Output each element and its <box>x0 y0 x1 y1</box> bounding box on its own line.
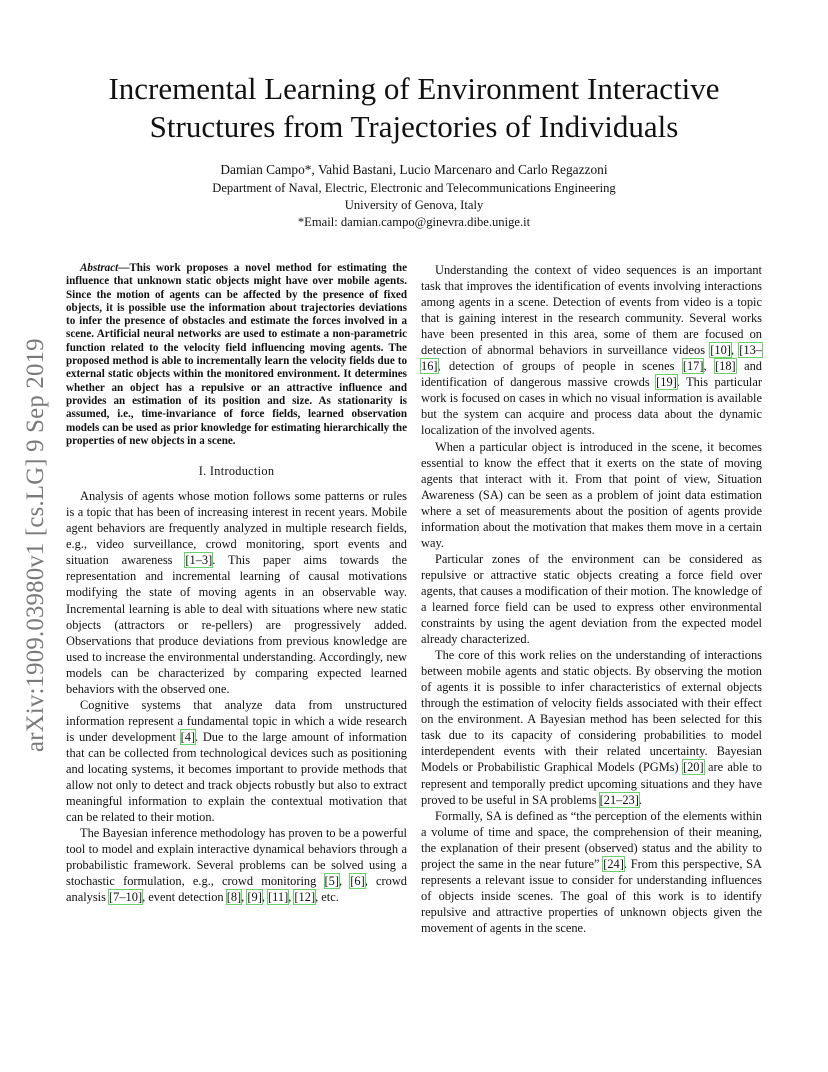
citation-link[interactable]: [9] <box>247 890 262 905</box>
right-column <box>421 262 762 936</box>
paragraph-text: The core of this work relies on the understanding of interactions between mobile agents and static objects. By observing the motion of agents it is possible to infer characteristics of external objects through the estimation of velocity fields associated with their effect on the environment. A Bayesian method has been selected for this task due to its capacity of considering probabilities to model interdependent events with their related uncertainty. Bayesian Models or Probabilistic Graphical Models (PGMs) <box>421 648 762 775</box>
paragraph-text: Particular zones of the environment can be considered as repulsive or attractive static objects creating a force field over agents, that causes a modification of their motion. The knowledge of a learned force field can be used to express other environmental constraints by using the agent deviation from the expected model already characterized. <box>421 551 762 647</box>
citation-link[interactable]: [24] <box>603 856 624 871</box>
paragraph-text: , detection of groups of people in scenes <box>437 359 683 374</box>
paragraph-text: . <box>638 792 642 807</box>
intro-paragraph-1 <box>66 488 407 697</box>
citation-link[interactable]: [5] <box>324 874 339 889</box>
author-list: Damian Campo*, Vahid Bastani, Lucio Marcenaro and Carlo Regazzoni <box>220 162 608 177</box>
intro-paragraph-8 <box>421 808 762 936</box>
abstract-text: —This work proposes a novel method for estimating the influence that unknown static objects might have over mobile agents. Since the motion of agents can be affected by the presence of fixed objects, it is possible use the information about trajectories deviations to infer the presence of obstacles and estimate the forces involved in a scene. Artificial neural networks are used to estimate a non-parametric function related to the velocity field influencing moving agents. The proposed method is able to incrementally learn the velocity fields due to external static objects within the monitored environment. It determines whether an object has a repulsive or an attractive influence and provides an estimation of its position and size. As stationarity is assumed, i.e., time-invariance of force fields, learned observation models can be used as prior knowledge for estimating hierarchically the properties of new objects in a scene. <box>66 262 407 447</box>
paragraph-text: . Due to the large amount of information that can be collected from technological devices such as positioning and locating systems, it becomes important to provide methods that allow not only to detect and track objects robustly but also to extract meaningful information to explain the contextual motivation that can be related to their motion. <box>66 729 407 825</box>
paragraph-text: Cognitive systems that analyze data from unstructured information represent a fundamental topic in which a wide research is under development <box>66 697 407 744</box>
citation-link[interactable]: [20] <box>682 760 704 775</box>
paragraph-text: , <box>703 359 716 374</box>
paragraph-text: Analysis of agents whose motion follows some patterns or rules is a topic that has been of increasing interest in recent years. Mobile agent behaviors are frequently analyzed in multiple research fields, e.g., video surveillance, crowd monitoring, sport events and situation awareness <box>66 489 407 568</box>
citation-link[interactable]: [7–10] <box>109 890 143 905</box>
left-column <box>66 262 407 905</box>
intro-paragraph-7 <box>421 647 762 807</box>
citation-link[interactable]: [18] <box>715 359 736 374</box>
paragraph-text: , <box>730 343 740 358</box>
paragraph-text: , <box>261 890 269 905</box>
paragraph-text: . This particular work is focused on cases in which no visual information is available but the system can acquire and process data about the dynamic localization of the involved agents. <box>421 375 762 438</box>
title-line-1: Incremental Learning of Environment Interactive <box>108 71 720 106</box>
title-line-2: Structures from Trajectories of Individuals <box>149 109 679 144</box>
section-heading-introduction: I. Introduction <box>198 464 275 479</box>
paragraph-text: When a particular object is introduced in the scene, it becomes essential to know the effect that it exerts on the state of moving agents that interact with it. From that point of view, Situation Awareness (SA) can be seen as a problem of joint data estimation where a set of measurements about the position of agents provide information about the motivation that makes them move in a certain way. <box>421 439 762 550</box>
paper-title <box>60 70 768 146</box>
paragraph-text: , <box>241 890 248 905</box>
citation-link[interactable]: [17] <box>682 359 704 374</box>
intro-paragraph-6 <box>421 551 762 647</box>
citation-link[interactable]: [12] <box>294 890 316 905</box>
citation-link[interactable]: [19] <box>656 375 677 390</box>
paragraph-text: , crowd analysis <box>66 874 408 905</box>
citation-link[interactable]: [8] <box>226 890 242 905</box>
abstract <box>66 262 407 448</box>
citation-link[interactable]: [10] <box>710 343 731 358</box>
university: University of Genova, Italy <box>344 198 484 212</box>
intro-paragraph-3 <box>66 825 407 905</box>
citation-link[interactable]: [1–3] <box>185 553 213 568</box>
intro-paragraph-5 <box>421 439 762 551</box>
paragraph-text: Formally, SA is defined as “the perception of the elements within a volume of time and space, the comprehension of their meaning, the explanation of their present (observed) status and the ability to project the same in the near future” <box>421 808 762 871</box>
paragraph-text: , <box>338 874 351 889</box>
citation-link[interactable]: [21–23] <box>599 792 639 807</box>
paragraph-text: and identification of dangerous massive crowds <box>421 359 762 390</box>
citation-link[interactable]: [6] <box>350 874 365 889</box>
paragraph-text: , <box>288 890 295 905</box>
paragraph-text: are able to represent and temporally predict upcoming situations and they have proved to be useful in SA problems <box>421 760 762 807</box>
paragraph-text: . From this perspective, SA represents a relevant issue to consider for understanding influences of objects inside scenes. The goal of this work is to identify repulsive and attractive properties of unknown objects given the movement of agents in the scene. <box>421 856 762 935</box>
paragraph-text: The Bayesian inference methodology has proven to be a powerful tool to model and explain interactive dynamical behaviors through a probabilistic framework. Several problems can be solved using a stochastic formulation, e.g., crowd monitoring <box>66 826 407 889</box>
intro-paragraph-2 <box>66 697 407 825</box>
intro-paragraph-4 <box>421 262 762 439</box>
paragraph-text: , event detection <box>142 890 227 905</box>
citation-link[interactable]: [11] <box>268 890 289 905</box>
citation-link[interactable]: [4] <box>180 729 196 744</box>
paragraph-text: Understanding the context of video sequences is an important task that improves the identification of events involving interactions among agents in a scene. Detection of events from video is a topic that is gaining interest in the research community. Several works have been presented in this area, some of them are focused on detection of abnormal behaviors in surveillance videos <box>421 263 762 358</box>
paragraph-text: , etc. <box>315 890 339 905</box>
arxiv-identifier: arXiv:1909.03980v1 [cs.LG] 9 Sep 2019 <box>22 338 49 752</box>
abstract-label: Abstract <box>80 262 119 274</box>
email: *Email: damian.campo@ginevra.dibe.unige.it <box>297 215 531 229</box>
citation-link[interactable]: [13–16] <box>421 343 762 374</box>
paragraph-text: . This paper aims towards the representation and incremental learning of causal motivations modifying the state of moving agents in an observable way. Incremental learning is able to deal with situations where new static objects (attractors or re-pellers) are progressively added. Observations that produce deviations from previous knowledge are used to increase the environmental understanding. Accordingly, new models can be characterized by comparing expected learned behaviors with the observed one. <box>66 553 407 696</box>
department: Department of Naval, Electric, Electronic and Telecommunications Engineering <box>212 181 616 195</box>
